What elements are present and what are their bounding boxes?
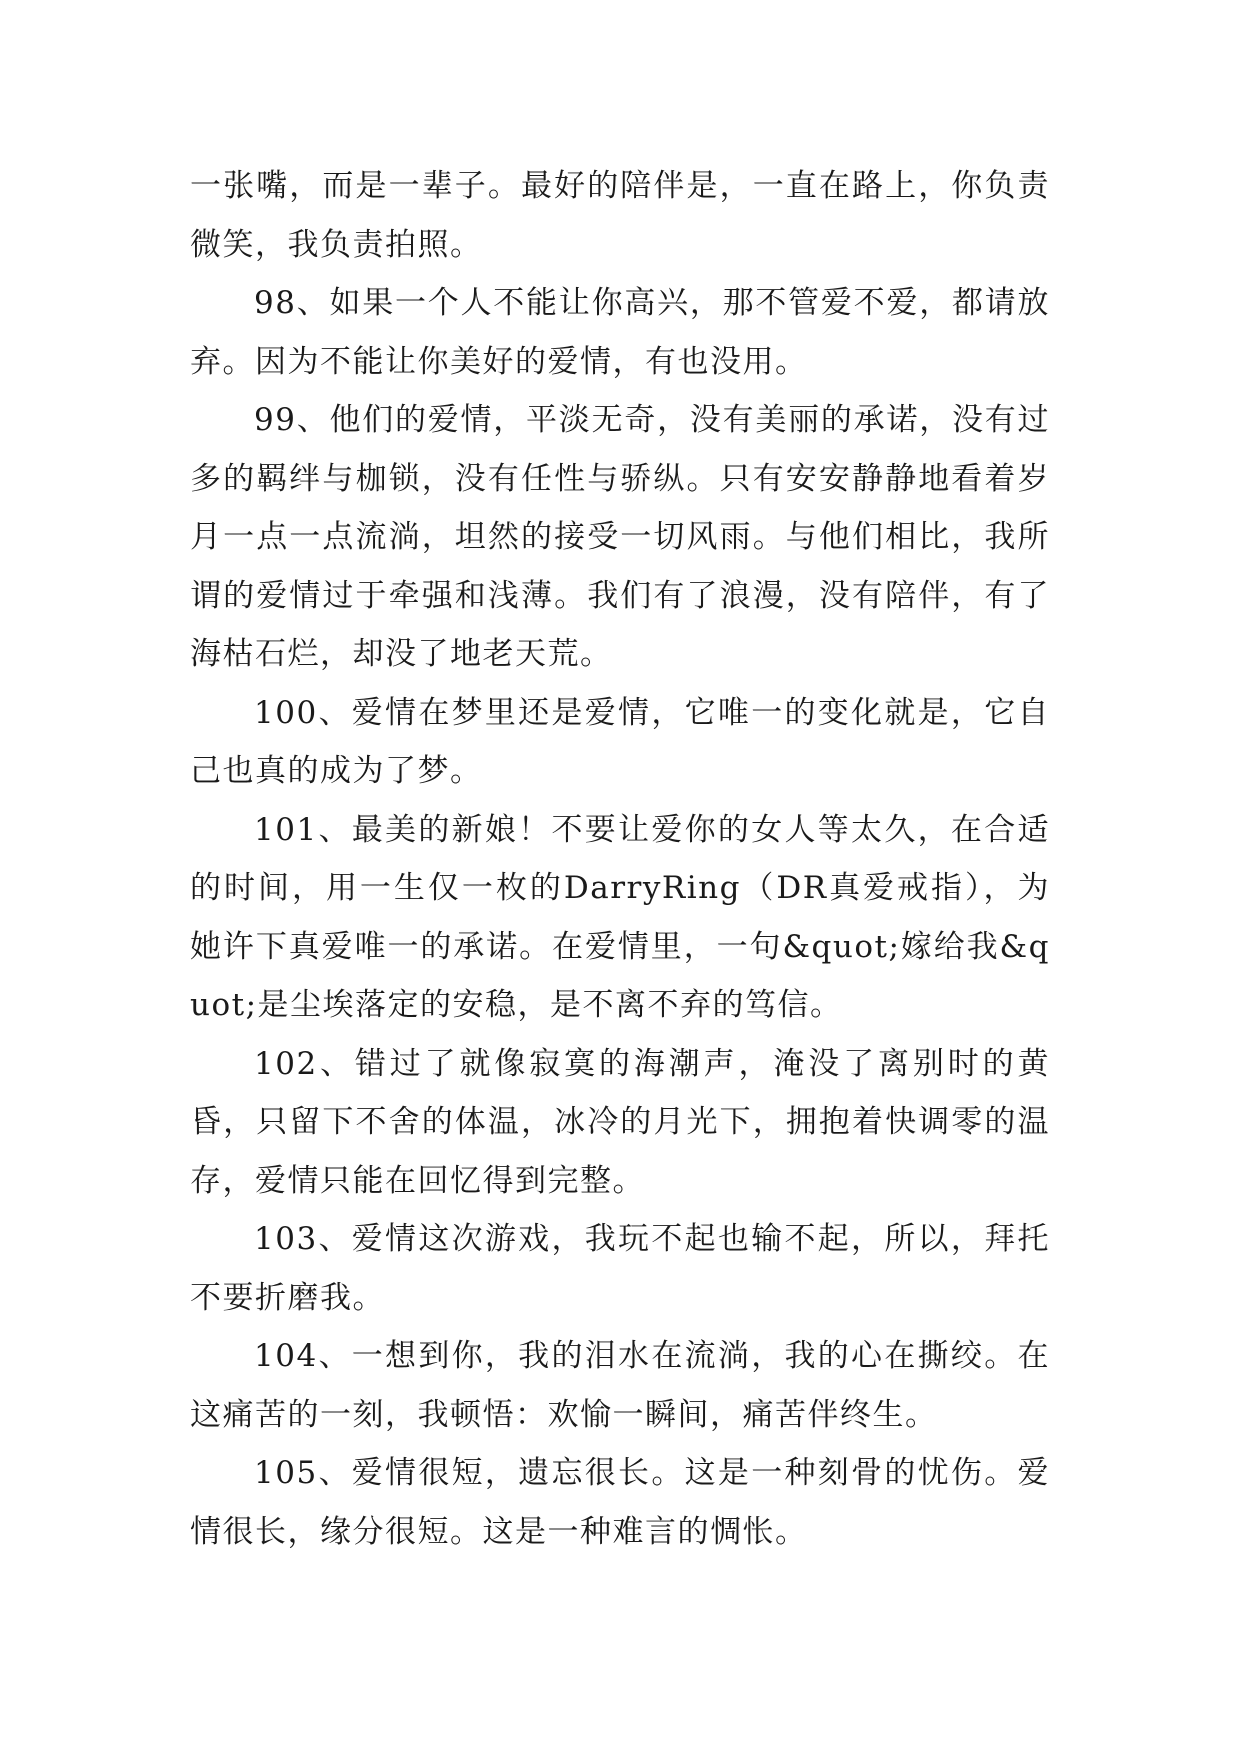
paragraph-continuation: 一张嘴，而是一辈子。最好的陪伴是，一直在路上，你负责微笑，我负责拍照。	[190, 168, 1050, 263]
paragraph-102: 102、错过了就像寂寞的海潮声，淹没了离别时的黄昏，只留下不舍的体温，冰冷的月光下，拥抱着快调零的温存，爱情只能在回忆得到完整。	[190, 1045, 1050, 1199]
paragraph-101: 101、最美的新娘！不要让爱你的女人等太久，在合适的时间，用一生仅一枚的DarryRing（DR真爱戒指），为她许下真爱唯一的承诺。在爱情里，一句&quot;嫁给我&quot;是尘埃落定的安稳，是不离不弃的笃信。	[190, 811, 1050, 1023]
document-body	[190, 157, 1050, 1561]
paragraph-104: 104、一想到你，我的泪水在流淌，我的心在撕绞。在这痛苦的一刻，我顿悟：欢愉一瞬间，痛苦伴终生。	[190, 1338, 1050, 1433]
paragraph-105: 105、爱情很短，遗忘很长。这是一种刻骨的忧伤。爱情很长，缘分很短。这是一种难言的惆怅。	[190, 1455, 1050, 1550]
paragraph-98: 98、如果一个人不能让你高兴，那不管爱不爱，都请放弃。因为不能让你美好的爱情，有也没用。	[190, 285, 1050, 380]
paragraph-99: 99、他们的爱情，平淡无奇，没有美丽的承诺，没有过多的羁绊与枷锁，没有任性与骄纵。只有安安静静地看着岁月一点一点流淌，坦然的接受一切风雨。与他们相比，我所谓的爱情过于牵强和浅薄。我们有了浪漫，没有陪伴，有了海枯石烂，却没了地老天荒。	[190, 402, 1050, 672]
paragraph-100: 100、爱情在梦里还是爱情，它唯一的变化就是，它自己也真的成为了梦。	[190, 694, 1050, 789]
paragraph-103: 103、爱情这次游戏，我玩不起也输不起，所以，拜托不要折磨我。	[190, 1221, 1050, 1316]
